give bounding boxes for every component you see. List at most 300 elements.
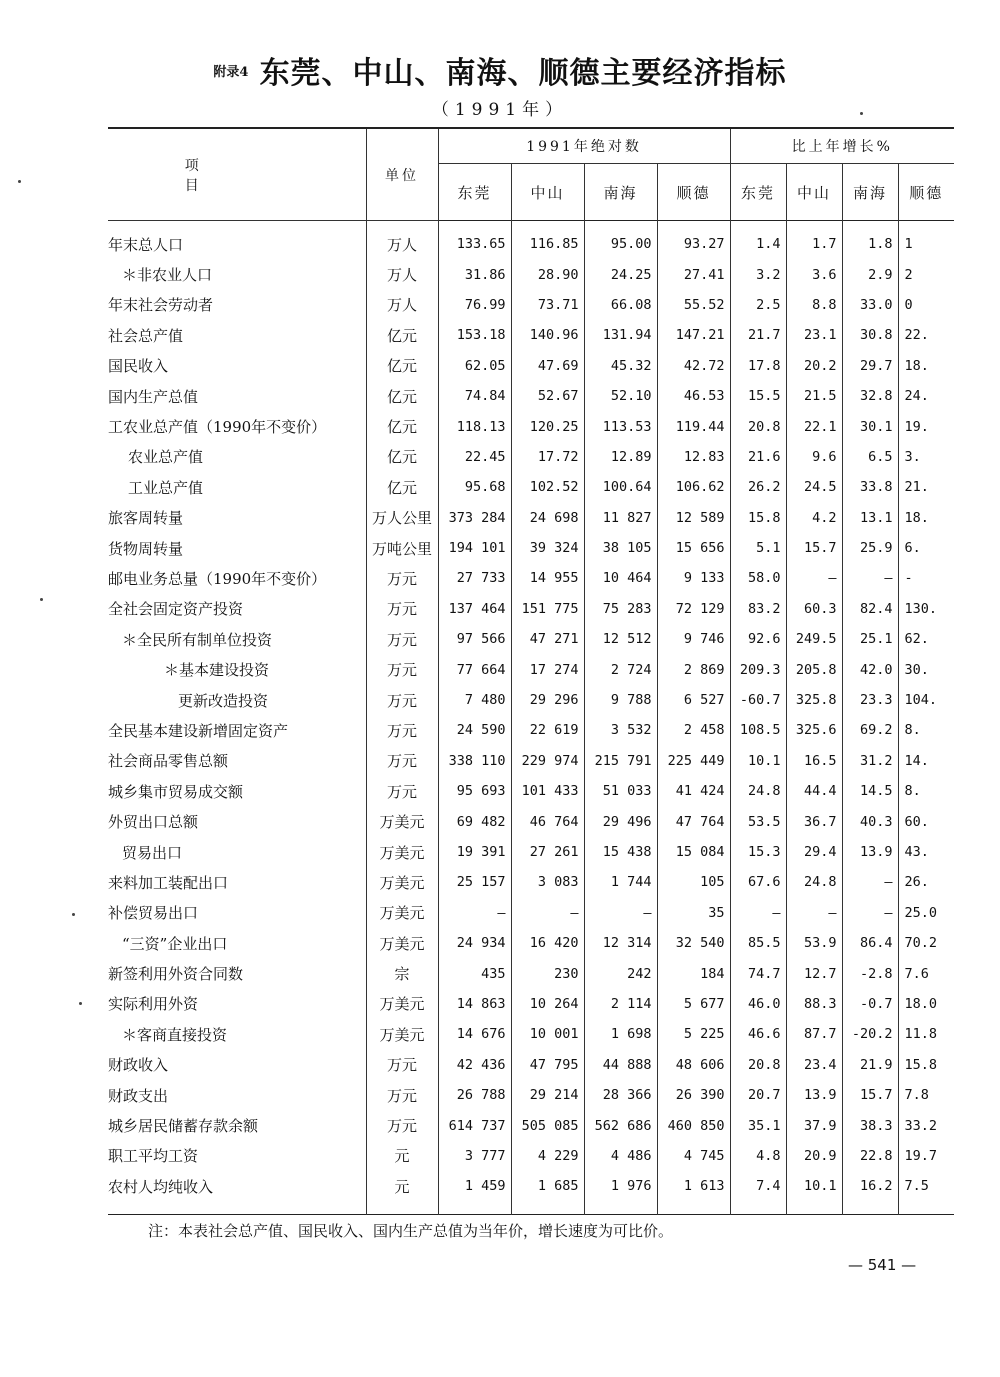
value-nanhai: 12 314 (584, 928, 657, 958)
row-item-label: 国民收入 (108, 351, 366, 381)
growth-shunde: 70.2 (904, 935, 938, 952)
header-unit: 单位 (366, 128, 438, 221)
growth-dongguan: 67.6 (730, 867, 786, 897)
value-nanhai: 52.10 (584, 381, 657, 411)
growth-nanhai: 30.8 (842, 320, 898, 350)
page-number: — 541 — (848, 1256, 917, 1274)
growth-dongguan: 24.8 (730, 776, 786, 806)
year-subtitle: （1991年） (431, 100, 569, 120)
row-item-label: 货物周转量 (108, 533, 366, 563)
growth-zhongshan: 205.8 (786, 654, 842, 684)
growth-zhongshan: — (786, 898, 842, 928)
row-item-label: 农业总产值 (108, 442, 366, 472)
growth-dongguan: 21.6 (730, 442, 786, 472)
value-nanhai: 15 438 (584, 837, 657, 867)
value-dongguan: 19 391 (438, 837, 511, 867)
header-item: 项 目 (108, 128, 366, 221)
growth-zhongshan: 87.7 (786, 1019, 842, 1049)
value-shunde: 35 (657, 898, 730, 928)
value-zhongshan: 140.96 (511, 320, 584, 350)
row-item-label: 补偿贸易出口 (108, 898, 366, 928)
growth-dongguan: 1.4 (730, 221, 786, 260)
value-zhongshan: 151 775 (511, 594, 584, 624)
row-unit: 万元 (366, 715, 438, 745)
row-unit: 亿元 (366, 351, 438, 381)
value-nanhai: 100.64 (584, 472, 657, 502)
growth-nanhai: — (842, 867, 898, 897)
row-unit: 亿元 (366, 472, 438, 502)
table-row (108, 1019, 954, 1049)
table-row (108, 1080, 954, 1110)
scan-speck (18, 180, 21, 183)
growth-dongguan: 21.7 (730, 320, 786, 350)
growth-dongguan: 108.5 (730, 715, 786, 745)
table-row (108, 221, 954, 260)
row-item-label: ＊非农业人口 (108, 259, 366, 289)
value-dongguan: 26 788 (438, 1080, 511, 1110)
growth-shunde: 7.5 (904, 1178, 929, 1195)
growth-shunde: 7.6 (904, 965, 929, 982)
value-shunde: 184 (657, 958, 730, 988)
value-nanhai: 2 724 (584, 654, 657, 684)
row-unit: 万元 (366, 563, 438, 593)
growth-shunde: 18.0 (904, 995, 938, 1012)
row-unit: 宗 (366, 958, 438, 988)
growth-shunde: 14. (904, 752, 929, 769)
table-row (108, 715, 954, 745)
header-growth-group: 比上年增长% (730, 128, 954, 164)
scan-speck (860, 112, 863, 115)
growth-shunde: 1 (904, 236, 913, 253)
growth-shunde: 30. (904, 661, 929, 678)
value-zhongshan: 16 420 (511, 928, 584, 958)
growth-zhongshan: 23.4 (786, 1050, 842, 1080)
growth-zhongshan: 10.1 (786, 1171, 842, 1214)
row-item-label: 城乡集市贸易成交额 (108, 776, 366, 806)
value-shunde: 2 869 (657, 654, 730, 684)
value-shunde: 9 133 (657, 563, 730, 593)
growth-zhongshan: 24.5 (786, 472, 842, 502)
row-unit: 万美元 (366, 989, 438, 1019)
growth-dongguan: 46.0 (730, 989, 786, 1019)
value-dongguan: 97 566 (438, 624, 511, 654)
row-unit: 元 (366, 1171, 438, 1214)
row-item-label: ＊基本建设投资 (108, 654, 366, 684)
row-item-label: 年末总人口 (108, 221, 366, 260)
row-item-label: 旅客周转量 (108, 503, 366, 533)
value-zhongshan: 505 085 (511, 1110, 584, 1140)
value-shunde: 15 656 (657, 533, 730, 563)
growth-dongguan: 74.7 (730, 958, 786, 988)
value-zhongshan: 17 274 (511, 654, 584, 684)
value-nanhai: 4 486 (584, 1141, 657, 1171)
table-row (108, 381, 954, 411)
growth-zhongshan: 22.1 (786, 411, 842, 441)
appendix-label: 附录4 (213, 64, 249, 80)
header-growth-zhongshan: 中山 (786, 164, 842, 221)
growth-nanhai: 33.0 (842, 290, 898, 320)
table-row (108, 928, 954, 958)
growth-nanhai: -20.2 (842, 1019, 898, 1049)
value-zhongshan: 29 214 (511, 1080, 584, 1110)
value-dongguan: 614 737 (438, 1110, 511, 1140)
growth-shunde: 43. (904, 844, 929, 860)
value-dongguan: 77 664 (438, 654, 511, 684)
row-unit: 万吨公里 (366, 533, 438, 563)
table-row (108, 1110, 954, 1140)
value-zhongshan: 29 296 (511, 685, 584, 715)
growth-nanhai: 21.9 (842, 1050, 898, 1080)
value-dongguan: 118.13 (438, 411, 511, 441)
value-nanhai: 75 283 (584, 594, 657, 624)
growth-dongguan: 3.2 (730, 259, 786, 289)
value-zhongshan: 3 083 (511, 867, 584, 897)
value-dongguan: 27 733 (438, 563, 511, 593)
value-dongguan: 133.65 (438, 221, 511, 260)
header-growth-dongguan: 东莞 (730, 164, 786, 221)
table-row (108, 563, 954, 593)
value-dongguan: 95.68 (438, 472, 511, 502)
value-zhongshan: 46 764 (511, 806, 584, 836)
table-row (108, 776, 954, 806)
growth-nanhai: 15.7 (842, 1080, 898, 1110)
growth-shunde: 33.2 (904, 1117, 938, 1134)
table-row (108, 837, 954, 867)
table-row (108, 472, 954, 502)
table-row (108, 351, 954, 381)
growth-dongguan: 15.5 (730, 381, 786, 411)
growth-shunde: 130. (904, 600, 938, 617)
value-dongguan: 74.84 (438, 381, 511, 411)
value-shunde: 147.21 (657, 320, 730, 350)
growth-dongguan: 83.2 (730, 594, 786, 624)
value-zhongshan: 116.85 (511, 221, 584, 260)
growth-dongguan: 4.8 (730, 1141, 786, 1171)
growth-shunde: - (904, 570, 913, 587)
value-shunde: 460 850 (657, 1110, 730, 1140)
value-shunde: 48 606 (657, 1050, 730, 1080)
row-unit: 万元 (366, 594, 438, 624)
value-zhongshan: 14 955 (511, 563, 584, 593)
table-row (108, 442, 954, 472)
value-shunde: 5 677 (657, 989, 730, 1019)
growth-zhongshan: 8.8 (786, 290, 842, 320)
row-item-label: 国内生产总值 (108, 381, 366, 411)
growth-nanhai: 38.3 (842, 1110, 898, 1140)
value-nanhai: 1 698 (584, 1019, 657, 1049)
growth-shunde: 62. (904, 631, 929, 648)
value-nanhai: — (584, 898, 657, 928)
row-unit: 万美元 (366, 928, 438, 958)
value-shunde: 119.44 (657, 411, 730, 441)
growth-zhongshan: 37.9 (786, 1110, 842, 1140)
growth-dongguan: 209.3 (730, 654, 786, 684)
table-row (108, 806, 954, 836)
growth-zhongshan: 88.3 (786, 989, 842, 1019)
value-zhongshan: 102.52 (511, 472, 584, 502)
value-dongguan: 7 480 (438, 685, 511, 715)
growth-shunde: 26. (904, 874, 929, 891)
row-unit: 万美元 (366, 1019, 438, 1049)
value-zhongshan: 22 619 (511, 715, 584, 745)
growth-zhongshan: 4.2 (786, 503, 842, 533)
row-item-label: 来料加工装配出口 (108, 867, 366, 897)
row-unit: 万元 (366, 685, 438, 715)
row-unit: 万元 (366, 1080, 438, 1110)
growth-dongguan: 15.3 (730, 837, 786, 867)
value-shunde: 55.52 (657, 290, 730, 320)
growth-nanhai: 25.1 (842, 624, 898, 654)
row-item-label: 财政收入 (108, 1050, 366, 1080)
value-nanhai: 3 532 (584, 715, 657, 745)
table-header (108, 128, 954, 221)
row-item-label: 更新改造投资 (108, 685, 366, 715)
value-nanhai: 51 033 (584, 776, 657, 806)
row-item-label: 实际利用外资 (108, 989, 366, 1019)
value-dongguan: 14 676 (438, 1019, 511, 1049)
value-shunde: 47 764 (657, 806, 730, 836)
growth-shunde: 19. (904, 418, 929, 435)
value-shunde: 41 424 (657, 776, 730, 806)
value-nanhai: 113.53 (584, 411, 657, 441)
growth-dongguan: 7.4 (730, 1171, 786, 1214)
growth-dongguan: 20.8 (730, 1050, 786, 1080)
growth-dongguan: 26.2 (730, 472, 786, 502)
value-nanhai: 45.32 (584, 351, 657, 381)
value-nanhai: 28 366 (584, 1080, 657, 1110)
row-unit: 万美元 (366, 837, 438, 867)
value-shunde: 2 458 (657, 715, 730, 745)
row-unit: 万美元 (366, 806, 438, 836)
value-nanhai: 38 105 (584, 533, 657, 563)
scan-speck (79, 1002, 82, 1005)
row-item-label: 工业总产值 (108, 472, 366, 502)
value-shunde: 72 129 (657, 594, 730, 624)
value-shunde: 4 745 (657, 1141, 730, 1171)
growth-zhongshan: 20.2 (786, 351, 842, 381)
growth-zhongshan: 325.8 (786, 685, 842, 715)
value-nanhai: 10 464 (584, 563, 657, 593)
growth-zhongshan: 249.5 (786, 624, 842, 654)
row-item-label: 新签利用外资合同数 (108, 958, 366, 988)
growth-nanhai: -0.7 (842, 989, 898, 1019)
row-item-label: 年末社会劳动者 (108, 290, 366, 320)
page-title (0, 48, 1000, 92)
growth-nanhai: -2.8 (842, 958, 898, 988)
growth-zhongshan: 21.5 (786, 381, 842, 411)
value-dongguan: 137 464 (438, 594, 511, 624)
growth-dongguan: 20.7 (730, 1080, 786, 1110)
row-unit: 万元 (366, 746, 438, 776)
row-unit: 万人 (366, 221, 438, 260)
row-unit: 亿元 (366, 320, 438, 350)
growth-zhongshan: 29.4 (786, 837, 842, 867)
value-zhongshan: 47 271 (511, 624, 584, 654)
row-unit: 万元 (366, 1050, 438, 1080)
value-dongguan: 194 101 (438, 533, 511, 563)
growth-zhongshan: 12.7 (786, 958, 842, 988)
row-item-label: 贸易出口 (108, 837, 366, 867)
growth-zhongshan: 13.9 (786, 1080, 842, 1110)
growth-zhongshan: 20.9 (786, 1141, 842, 1171)
growth-shunde: 3. (904, 448, 921, 465)
growth-nanhai: 40.3 (842, 806, 898, 836)
growth-dongguan: 2.5 (730, 290, 786, 320)
growth-shunde: 8. (904, 722, 921, 739)
value-dongguan: 31.86 (438, 259, 511, 289)
value-nanhai: 11 827 (584, 503, 657, 533)
value-dongguan: 153.18 (438, 320, 511, 350)
value-nanhai: 12 512 (584, 624, 657, 654)
value-nanhai: 9 788 (584, 685, 657, 715)
value-zhongshan: 73.71 (511, 290, 584, 320)
value-dongguan: — (438, 898, 511, 928)
row-unit: 万元 (366, 624, 438, 654)
growth-nanhai: 13.9 (842, 837, 898, 867)
value-shunde: 12.83 (657, 442, 730, 472)
row-unit: 万元 (366, 776, 438, 806)
table-row (108, 594, 954, 624)
footnote: 注：本表社会总产值、国民收入、国内生产总值为当年价，增长速度为可比价。 (148, 1222, 674, 1240)
row-item-label: 社会总产值 (108, 320, 366, 350)
growth-shunde: 8. (904, 783, 921, 800)
growth-shunde: 25.0 (904, 904, 938, 921)
growth-dongguan: 92.6 (730, 624, 786, 654)
growth-dongguan: 53.5 (730, 806, 786, 836)
growth-nanhai: 33.8 (842, 472, 898, 502)
value-shunde: 225 449 (657, 746, 730, 776)
growth-dongguan: -60.7 (730, 685, 786, 715)
table-row (108, 685, 954, 715)
value-zhongshan: 17.72 (511, 442, 584, 472)
value-nanhai: 95.00 (584, 221, 657, 260)
economic-indicators-table (108, 127, 954, 1215)
table-row (108, 989, 954, 1019)
growth-nanhai: 32.8 (842, 381, 898, 411)
value-dongguan: 3 777 (438, 1141, 511, 1171)
growth-nanhai: 69.2 (842, 715, 898, 745)
value-zhongshan: 24 698 (511, 503, 584, 533)
row-unit: 万人 (366, 259, 438, 289)
value-nanhai: 131.94 (584, 320, 657, 350)
table-row (108, 898, 954, 928)
row-item-label: 外贸出口总额 (108, 806, 366, 836)
growth-shunde: 22. (904, 327, 929, 344)
value-dongguan: 373 284 (438, 503, 511, 533)
value-shunde: 9 746 (657, 624, 730, 654)
growth-shunde: 6. (904, 540, 921, 557)
value-zhongshan: 39 324 (511, 533, 584, 563)
table-row (108, 624, 954, 654)
value-shunde: 5 225 (657, 1019, 730, 1049)
growth-dongguan: 17.8 (730, 351, 786, 381)
value-dongguan: 95 693 (438, 776, 511, 806)
value-nanhai: 24.25 (584, 259, 657, 289)
value-zhongshan: 230 (511, 958, 584, 988)
growth-shunde: 0 (904, 296, 913, 313)
value-dongguan: 25 157 (438, 867, 511, 897)
growth-dongguan: 15.8 (730, 503, 786, 533)
row-item-label: 邮电业务总量（1990年不变价） (108, 563, 366, 593)
row-unit: 万元 (366, 654, 438, 684)
value-zhongshan: 28.90 (511, 259, 584, 289)
value-nanhai: 1 744 (584, 867, 657, 897)
value-zhongshan: 27 261 (511, 837, 584, 867)
growth-nanhai: 25.9 (842, 533, 898, 563)
header-city-zhongshan: 中山 (511, 164, 584, 221)
growth-shunde: 2 (904, 266, 913, 283)
value-zhongshan: 229 974 (511, 746, 584, 776)
growth-shunde: 7.8 (904, 1087, 929, 1104)
growth-dongguan: 85.5 (730, 928, 786, 958)
row-item-label: 城乡居民储蓄存款余额 (108, 1110, 366, 1140)
title-text: 东莞、中山、南海、顺德主要经济指标 (259, 56, 787, 91)
table-row (108, 1171, 954, 1214)
value-zhongshan: 4 229 (511, 1141, 584, 1171)
growth-shunde: 18. (904, 357, 929, 374)
scan-speck (72, 913, 75, 916)
header-absolute-group: 1991年绝对数 (438, 128, 730, 164)
row-item-label: 工农业总产值（1990年不变价） (108, 411, 366, 441)
value-shunde: 12 589 (657, 503, 730, 533)
growth-nanhai: 86.4 (842, 928, 898, 958)
value-dongguan: 69 482 (438, 806, 511, 836)
table-row (108, 290, 954, 320)
growth-nanhai: 14.5 (842, 776, 898, 806)
growth-nanhai: — (842, 898, 898, 928)
growth-nanhai: 6.5 (842, 442, 898, 472)
value-zhongshan: 10 001 (511, 1019, 584, 1049)
value-dongguan: 76.99 (438, 290, 511, 320)
growth-shunde: 18. (904, 509, 929, 526)
row-unit: 万人公里 (366, 503, 438, 533)
value-shunde: 46.53 (657, 381, 730, 411)
growth-nanhai: 1.8 (842, 221, 898, 260)
value-shunde: 1 613 (657, 1171, 730, 1214)
growth-zhongshan: — (786, 563, 842, 593)
growth-zhongshan: 36.7 (786, 806, 842, 836)
growth-nanhai: 42.0 (842, 654, 898, 684)
value-shunde: 27.41 (657, 259, 730, 289)
value-nanhai: 2 114 (584, 989, 657, 1019)
value-shunde: 93.27 (657, 221, 730, 260)
value-shunde: 6 527 (657, 685, 730, 715)
row-item-label: 全社会固定资产投资 (108, 594, 366, 624)
growth-zhongshan: 44.4 (786, 776, 842, 806)
row-unit: 亿元 (366, 411, 438, 441)
growth-zhongshan: 1.7 (786, 221, 842, 260)
value-dongguan: 435 (438, 958, 511, 988)
growth-zhongshan: 325.6 (786, 715, 842, 745)
growth-zhongshan: 3.6 (786, 259, 842, 289)
row-unit: 万元 (366, 1110, 438, 1140)
growth-nanhai: — (842, 563, 898, 593)
value-shunde: 106.62 (657, 472, 730, 502)
table-row (108, 1050, 954, 1080)
table-row (108, 746, 954, 776)
value-shunde: 32 540 (657, 928, 730, 958)
header-growth-nanhai: 南海 (842, 164, 898, 221)
row-item-label: 财政支出 (108, 1080, 366, 1110)
value-dongguan: 14 863 (438, 989, 511, 1019)
growth-nanhai: 82.4 (842, 594, 898, 624)
growth-zhongshan: 60.3 (786, 594, 842, 624)
value-nanhai: 215 791 (584, 746, 657, 776)
value-zhongshan: 47 795 (511, 1050, 584, 1080)
value-dongguan: 22.45 (438, 442, 511, 472)
row-unit: 万美元 (366, 898, 438, 928)
growth-dongguan: 58.0 (730, 563, 786, 593)
